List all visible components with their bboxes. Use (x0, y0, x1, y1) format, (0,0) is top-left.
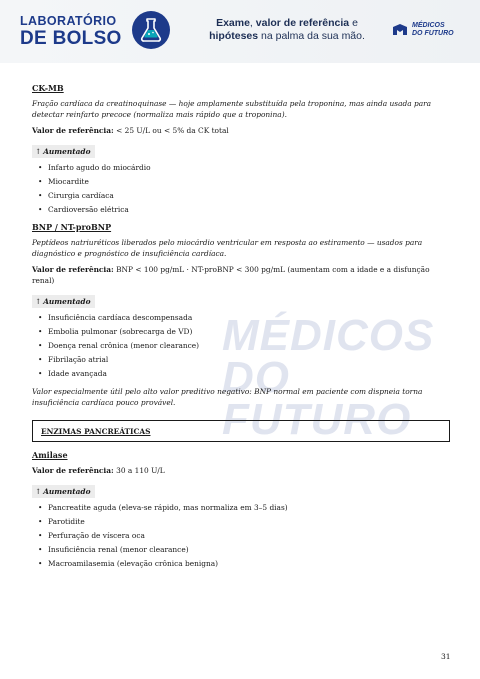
note-bnp: Valor especialmente útil pelo alto valor preditivo negativo: BNP normal em paciente com dispneia torna insuficiência cardíaca pouco provável. (32, 387, 423, 407)
list-item: • Pancreatite aguda (eleva-se rápido, mas normaliza em 3–5 dias) (38, 501, 450, 515)
flask-icon (131, 10, 171, 50)
ref-label: Valor de referência: (32, 126, 114, 135)
watermark-line2: DO FUTURO (222, 352, 412, 444)
ref-value: 30 a 110 U/L (113, 466, 165, 475)
watermark-line1: MÉDICOS (222, 311, 435, 360)
section-box-enzimas (32, 420, 450, 442)
header-tagline (198, 17, 376, 43)
list-item: • Fibrilação atrial (38, 353, 450, 367)
tagline-e: e (349, 17, 358, 29)
tag-aumentado (32, 295, 95, 308)
page-header (0, 0, 480, 63)
brand-title (20, 15, 122, 48)
list-item: • Idade avançada (38, 367, 450, 381)
list-item: • Insuficiência cardíaca descompensada (38, 311, 450, 325)
page-number: 31 (441, 652, 451, 661)
list-item: • Doença renal crônica (menor clearance) (38, 339, 450, 353)
medicos-do-futuro-logo (392, 22, 454, 38)
brand-line1: LABORATÓRIO (20, 14, 117, 28)
list-item: • Infarto agudo do miocárdio (38, 161, 450, 175)
up-arrow-icon: ↑ (35, 297, 42, 306)
tagline-exame: Exame (216, 17, 250, 29)
list-ckmb (38, 161, 450, 217)
up-arrow-icon: ↑ (35, 147, 42, 156)
reference-value-amilase (32, 465, 450, 476)
tag-label: Aumentado (43, 147, 91, 156)
logo-line2: DO FUTURO (412, 30, 454, 37)
tagline-comma: , (249, 17, 256, 29)
ref-label: Valor de referência: (32, 265, 114, 274)
page-content (32, 83, 450, 576)
section-description-bnp: Peptídeos natriuréticos liberados pelo miocárdio ventricular em resposta ao estiramento — usados para diagnóstico e prognóstico de insuficiência cardíaca. (32, 238, 423, 258)
reference-value-bnp (32, 264, 450, 286)
section-title-amilase: Amilase (32, 450, 68, 460)
list-item: • Miocardite (38, 175, 450, 189)
list-amilase (38, 501, 450, 571)
ref-value: < 25 U/L ou < 5% da CK total (113, 126, 229, 135)
section-title-ckmb: CK-MB (32, 83, 64, 93)
section-title-bnp: BNP / NT-proBNP (32, 222, 112, 232)
tag-label: Aumentado (43, 297, 91, 306)
ref-value: BNP < 100 pg/mL · NT-proBNP < 300 pg/mL (aumentam com a idade e a disfunção renal) (32, 265, 430, 285)
tag-aumentado (32, 145, 95, 158)
tag-aumentado (32, 485, 95, 498)
list-item: • Cardioversão elétrica (38, 203, 450, 217)
tagline-rest: na palma da sua mão. (258, 30, 365, 42)
list-item: • Cirurgia cardíaca (38, 189, 450, 203)
tagline-valor: valor de referência (255, 17, 350, 29)
tagline-hipoteses: hipóteses (209, 30, 259, 42)
reference-value-ckmb (32, 125, 450, 136)
tag-label: Aumentado (43, 487, 91, 496)
ref-label: Valor de referência: (32, 466, 114, 475)
logo-line1: MÉDICOS (412, 22, 445, 29)
list-item: • Macroamilasemia (elevação crônica benigna) (38, 557, 450, 571)
list-bnp (38, 311, 450, 381)
section-description-ckmb: Fração cardíaca da creatinoquinase — hoje amplamente substituída pela troponina, mas ainda usada para detectar reinfarto precoce (normaliza mais rápido que a troponina). (32, 99, 432, 119)
list-item: • Perfuração de víscera oca (38, 529, 450, 543)
brand-line2: DE BOLSO (20, 27, 122, 49)
up-arrow-icon: ↑ (35, 487, 42, 496)
list-item: • Parotidite (38, 515, 450, 529)
box-title: ENZIMAS PANCREÁTICAS (41, 427, 151, 436)
list-item: • Insuficiência renal (menor clearance) (38, 543, 450, 557)
list-item: • Embolia pulmonar (sobrecarga de VD) (38, 325, 450, 339)
logo-mark-icon (392, 23, 408, 37)
